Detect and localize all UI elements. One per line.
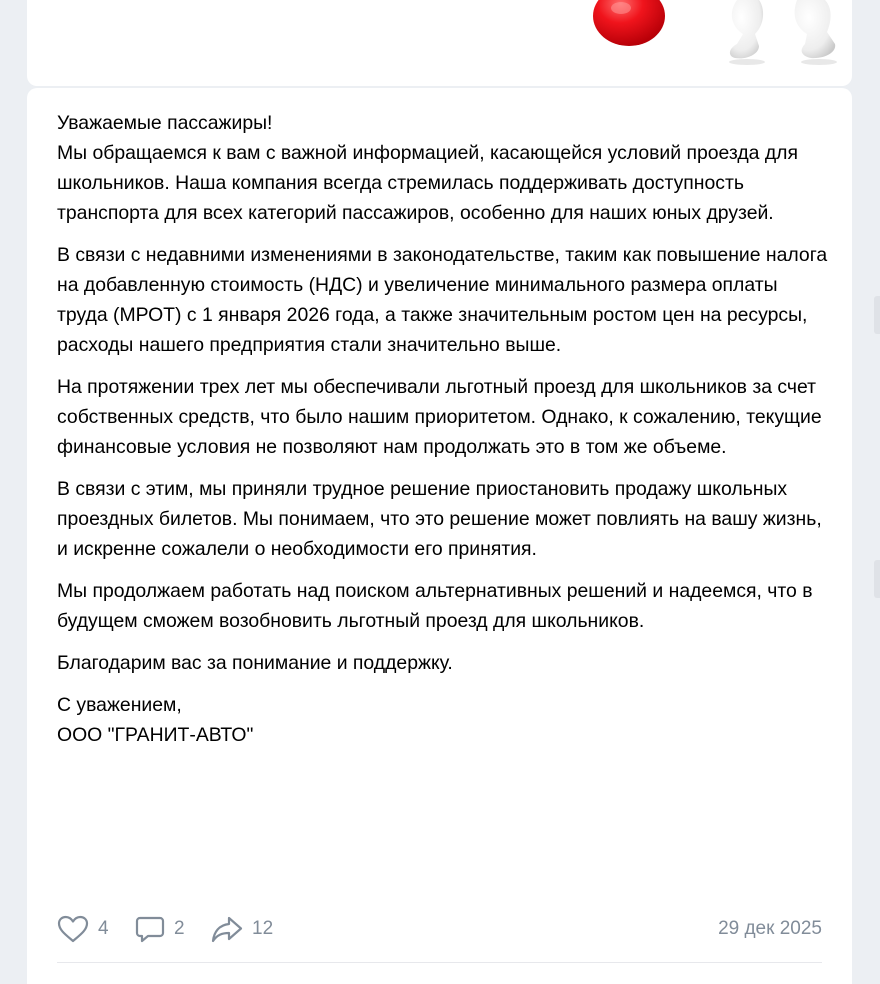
post-paragraph: Мы продолжаем работать над поиском альтернативных решений и надеемся, что в будущем сможем возобновить льготный проезд для школьников. [57, 580, 813, 632]
previous-post-card [27, 0, 852, 86]
post-paragraph: Благодарим вас за понимание и поддержку. [57, 652, 453, 674]
post-actions [57, 910, 822, 948]
share-icon [211, 915, 243, 943]
post-paragraph: В связи с этим, мы приняли трудное решение приостановить продажу школьных проездных билетов. Мы понимаем, что это решение может повлиять на вашу жизнь, и искренне сожалели о необходимости его принятия. [57, 478, 822, 560]
heart-icon [57, 915, 89, 943]
comment-icon [135, 914, 165, 944]
like-count: 4 [98, 918, 109, 939]
post-date[interactable]: 29 дек 2025 [718, 918, 822, 939]
divider [57, 962, 822, 963]
post-signature: С уважением, ООО "ГРАНИТ-АВТО" [57, 694, 254, 746]
post-paragraph: Уважаемые пассажиры! Мы обращаемся к вам с важной информацией, касающейся условий проезда для школьников. Наша компания всегда стремилась поддерживать доступность транспорта для всех категорий пассажиров, особенно для наших юных друзей. [57, 112, 798, 224]
post-paragraph: В связи с недавними изменениями в законодательстве, таким как повышение налога на добавленную стоимость (НДС) и увеличение минимального размера оплаты труда (МРОТ) с 1 января 2026 года, а также значительным ростом цен на ресурсы, расходы нашего предприятия стали значительно выше. [57, 244, 828, 356]
post-illustration[interactable] [587, 0, 852, 86]
post-paragraph: На протяжении трех лет мы обеспечивали льготный проезд для школьников за счет собственных средств, что было нашим приоритетом. Однако, к сожалению, текущие финансовые условия не позволяют нам продолжать это в том же объеме. [57, 376, 822, 458]
like-button[interactable] [57, 910, 109, 948]
post-text [57, 108, 832, 762]
post-card [27, 88, 852, 984]
scrollbar-track-lower[interactable] [874, 560, 880, 598]
comment-count: 2 [174, 918, 185, 939]
share-count: 12 [252, 918, 274, 939]
scrollbar-track[interactable] [874, 296, 880, 334]
comment-button[interactable] [135, 910, 185, 948]
share-button[interactable] [211, 910, 273, 948]
